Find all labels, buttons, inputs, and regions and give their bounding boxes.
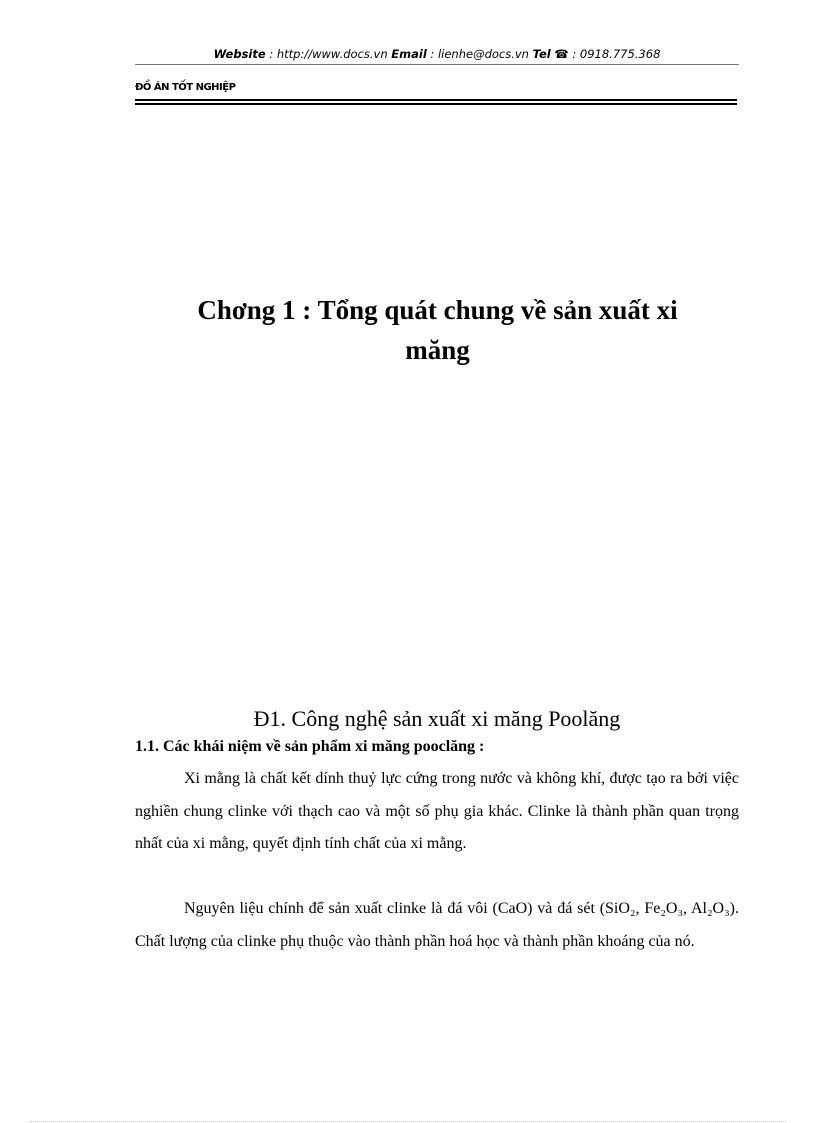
chapter-title	[140, 290, 735, 370]
chapter-title-line1: Chơng 1 : Tổng quát chung về sản xuất xi	[197, 295, 678, 325]
footer-divider	[30, 1121, 786, 1122]
page-header	[135, 47, 739, 61]
website-value[interactable]: : http://www.docs.vn	[265, 47, 392, 61]
header-rule	[135, 64, 739, 65]
chapter-title-line2: măng	[405, 335, 470, 365]
double-rule	[135, 99, 737, 105]
section-title: Đ1. Công nghệ sản xuất xi măng Poolăng	[253, 706, 621, 731]
email-value[interactable]: : lienhe@docs.vn	[426, 47, 533, 61]
document-label: ĐỒ ÁN TỐT NGHIỆP	[135, 82, 236, 93]
website-label: Website	[213, 47, 266, 61]
email-label: Email	[391, 47, 427, 61]
subsection-title: 1.1. Các khái niệm về sản phẩm xi măng pooclăng :	[135, 738, 485, 755]
tel-label: Tel	[532, 47, 551, 61]
paragraph-2: Nguyên liệu chính để sản xuất clinke là đá vôi (CaO) và đá sét (SiO₂, Fe₂O₃, Al₂O₃). Chất lượng của clinke phụ thuộc vào thành phần hoá học và thành phần khoáng của nó.	[135, 900, 739, 950]
phone-icon: ☎	[554, 47, 569, 61]
tel-value: : 0918.775.368	[568, 47, 661, 61]
paragraph-1: Xi mằng là chất kết dính thuỷ lực cứng trong nước và không khí, được tạo ra bởi việc nghiền chung clinke với thạch cao và một số phụ gia khác. Clinke là thành phần quan trọng nhất của xi mằng, quyết định tính chất của xi mằng.	[135, 770, 739, 852]
